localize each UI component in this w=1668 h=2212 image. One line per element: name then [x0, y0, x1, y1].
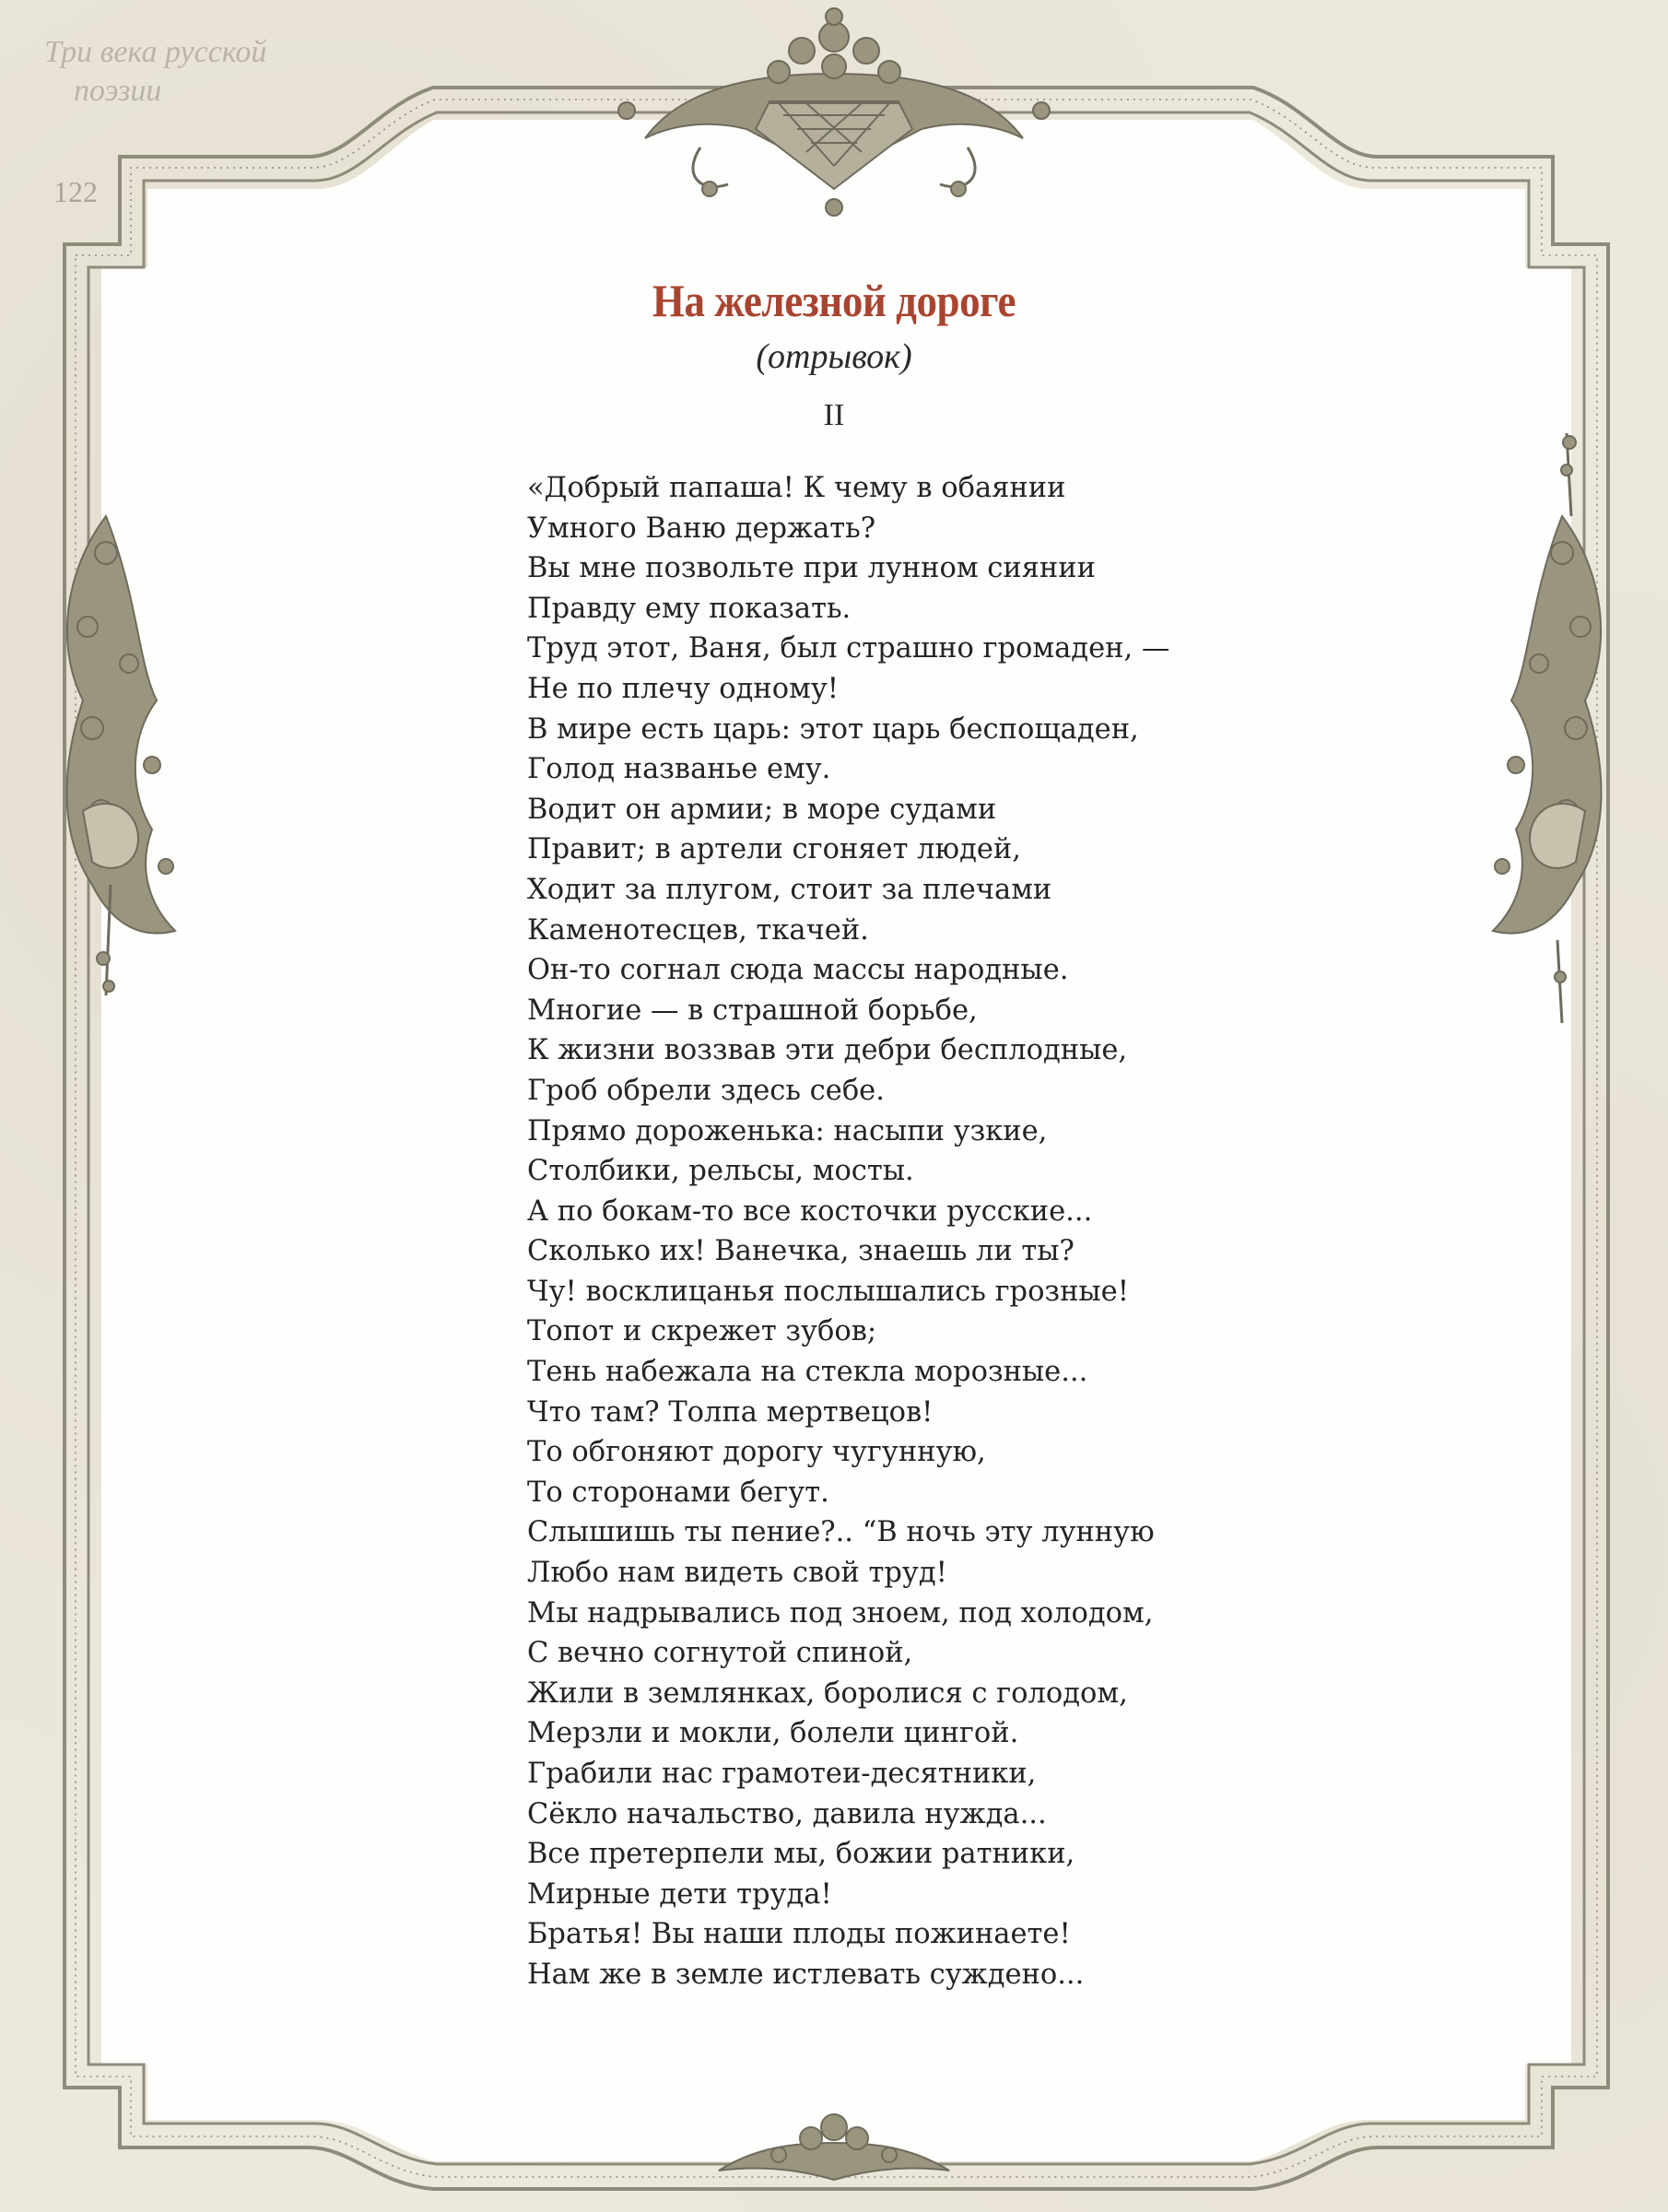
poem-line: Мирные дети труда! [527, 1877, 832, 1911]
poem-line: А по бокам-то все косточки русские... [527, 1194, 1093, 1228]
poem-line: Сёкло начальство, давила нужда... [527, 1797, 1047, 1830]
poem-line: Столбики, рельсы, мосты. [527, 1155, 914, 1188]
poem-line: Он-то согнал сюда массы народные. [527, 954, 1069, 987]
poem-line: Умного Ваню держать? [527, 512, 876, 545]
poem-line: Прямо дороженька: насыпи узкие, [527, 1114, 1048, 1147]
poem-line: Сколько их! Ванечка, знаешь ли ты? [527, 1235, 1075, 1268]
poem-line: Труд этот, Ваня, был страшно громаден, — [527, 632, 1170, 665]
poem-line: Жили в землянках, боролися с голодом, [527, 1677, 1128, 1710]
poem-line: «Добрый папаша! К чему в обаянии [527, 472, 1066, 504]
poem-line: Ходит за плугом, стоит за плечами [527, 873, 1052, 906]
poem-line: Нам же в земле истлевать суждено... [527, 1958, 1085, 1991]
poem-line: Водит он армии; в море судами [527, 793, 997, 826]
poem-subtitle: (отрывок) [756, 337, 912, 376]
poem-line: Правит; в артели сгоняет людей, [527, 833, 1021, 866]
poem-line: То обгоняют дорогу чугунную, [527, 1436, 986, 1469]
poem-line: То сторонами бегут. [527, 1476, 829, 1509]
poem-line: Многие — в страшной борьбе, [527, 994, 978, 1027]
poem-line: В мире есть царь: этот царь беспощаден, [527, 712, 1139, 746]
poem-line: Мерзли и мокли, болели цингой. [527, 1717, 1019, 1750]
section-numeral: II [823, 398, 845, 432]
poem-line: С вечно согнутой спиной, [527, 1637, 913, 1670]
poem-line: Тень набежала на стекла морозные... [527, 1356, 1088, 1389]
poem-content [313, 273, 1355, 1995]
poem-text [313, 468, 1355, 1995]
running-head-line-2: поэзии [74, 74, 162, 108]
running-head-line-1: Три века русской [44, 35, 267, 69]
poem-line: К жизни воззвав эти дебри бесплодные, [527, 1034, 1128, 1067]
poem-title: На железной дороге [652, 275, 1016, 326]
poem-line: Мы надрывались под зноем, под холодом, [527, 1596, 1154, 1630]
poem-line: Грабили нас грамотеи-десятники, [527, 1758, 1037, 1790]
poem-line: Каменотесцев, ткачей. [527, 913, 869, 947]
poem-line: Слышишь ты пение?.. “В ночь эту лунную [527, 1516, 1155, 1549]
poem-line: Любо нам видеть свой труд! [527, 1557, 947, 1590]
poem-line: Гроб обрели здесь себе. [527, 1074, 885, 1107]
poem-line: Все претерпели мы, божии ратники, [527, 1838, 1075, 1871]
poem-line: Вы мне позвольте при лунном сиянии [527, 552, 1096, 585]
poem-line: Чу! восклицанья послышались грозные! [527, 1275, 1129, 1308]
poem-line: Топот и скрежет зубов; [527, 1315, 877, 1348]
poem-line: Братья! Вы наши плоды пожинаете! [527, 1918, 1071, 1951]
page-number: 122 [53, 175, 98, 208]
poem-line: Голод названье ему. [527, 753, 831, 786]
poem-line: Не по плечу одному! [527, 672, 840, 705]
poem-line: Что там? Толпа мертвецов! [527, 1395, 934, 1429]
poem-line: Правду ему показать. [527, 592, 852, 625]
